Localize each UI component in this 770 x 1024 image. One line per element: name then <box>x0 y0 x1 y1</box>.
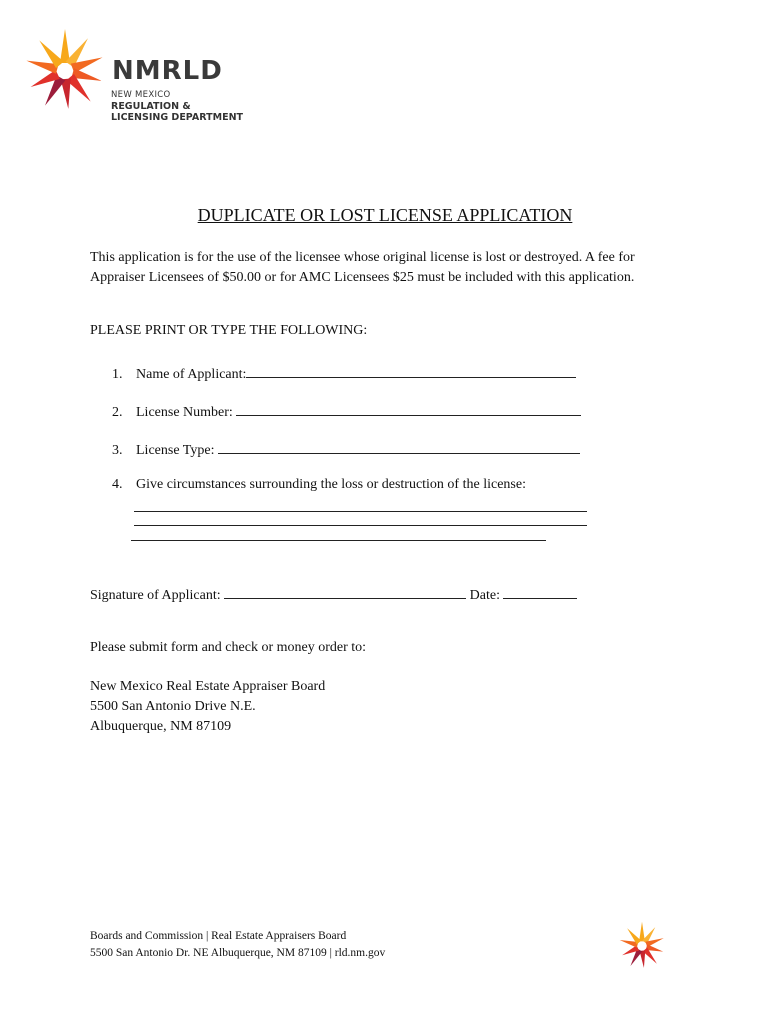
field-circumstances <box>112 477 526 493</box>
date-label: Date: <box>466 588 504 603</box>
logo-subtitle <box>111 90 243 123</box>
field-number: 3. <box>112 443 123 458</box>
license-type-line[interactable] <box>218 439 580 454</box>
name-of-applicant-line[interactable] <box>246 363 576 378</box>
address-line2: 5500 San Antonio Drive N.E. <box>90 699 256 714</box>
logo-sub-line3: LICENSING DEPARTMENT <box>111 112 243 123</box>
document-title: DUPLICATE OR LOST LICENSE APPLICATION <box>197 205 573 225</box>
logo-wordmark: NMRLD <box>112 56 223 86</box>
signature-row <box>90 584 577 604</box>
field-label: License Number: <box>136 405 237 420</box>
instruction-text: PLEASE PRINT OR TYPE THE FOLLOWING: <box>90 323 368 338</box>
intro-paragraph: This application is for the use of the licensee whose original license is lost or destroyed. A fee for Appraiser Licensees of $50.00 or for AMC Licensees $25 must be included with this application. <box>90 250 635 285</box>
starburst-logo-icon <box>20 26 110 116</box>
field-label: Give circumstances surrounding the loss or destruction of the license: <box>136 477 526 492</box>
address-line1: New Mexico Real Estate Appraiser Board <box>90 679 326 694</box>
circumstances-line-1[interactable] <box>134 510 587 512</box>
field-license-type <box>112 439 580 459</box>
license-number-line[interactable] <box>236 401 581 416</box>
field-label: License Type: <box>136 443 218 458</box>
footer-starburst-icon <box>616 920 668 972</box>
circumstances-line-3[interactable] <box>131 539 546 541</box>
submit-instructions: Please submit form and check or money order to: <box>90 640 367 655</box>
footer-line2: 5500 San Antonio Dr. NE Albuquerque, NM 87109 | rld.nm.gov <box>90 947 386 959</box>
header-logo <box>20 26 265 126</box>
mailing-address <box>90 677 325 737</box>
field-number: 1. <box>112 367 123 382</box>
field-label: Name of Applicant: <box>136 367 247 382</box>
field-number: 4. <box>112 477 123 492</box>
date-line[interactable] <box>503 584 577 599</box>
field-name-of-applicant <box>112 363 576 383</box>
logo-sub-line1: NEW MEXICO <box>111 90 171 100</box>
footer-line1: Boards and Commission | Real Estate Appraisers Board <box>90 930 347 942</box>
signature-label: Signature of Applicant: <box>90 588 225 603</box>
field-license-number <box>112 401 581 421</box>
signature-line[interactable] <box>224 584 466 599</box>
circumstances-line-2[interactable] <box>134 524 587 526</box>
field-number: 2. <box>112 405 123 420</box>
page-footer <box>90 928 385 962</box>
address-line3: Albuquerque, NM 87109 <box>90 719 232 734</box>
logo-sub-line2: REGULATION & <box>111 101 191 112</box>
